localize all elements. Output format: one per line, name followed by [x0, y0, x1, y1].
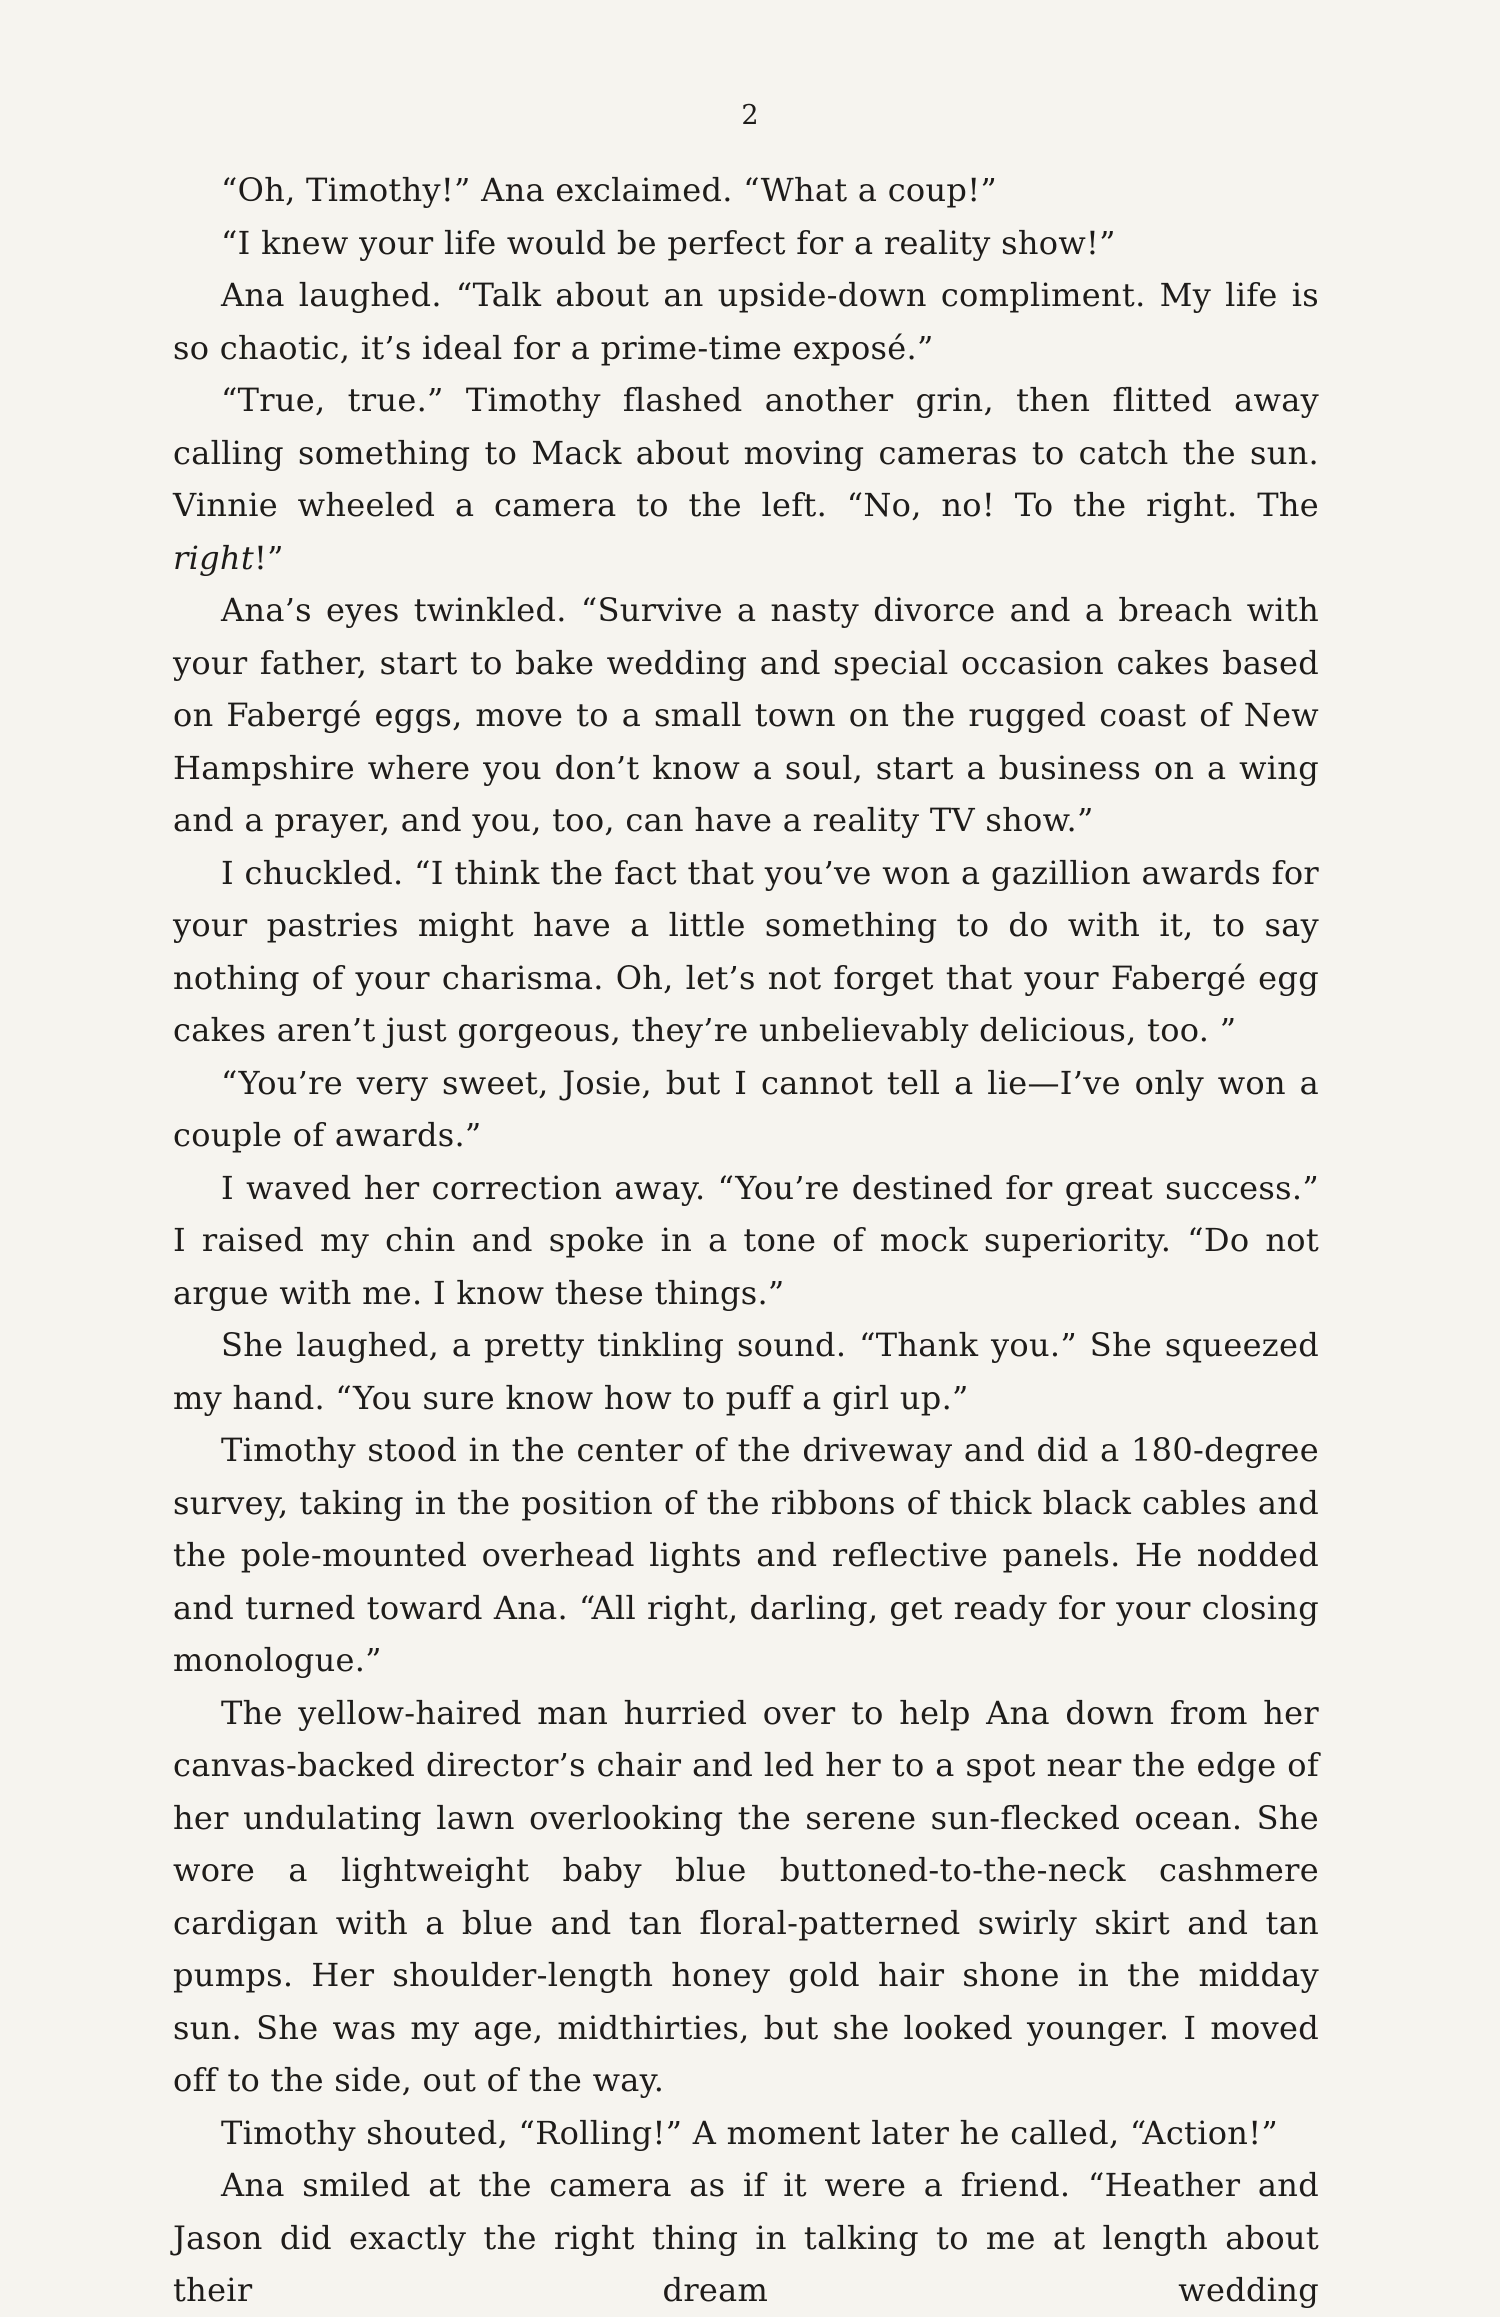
- paragraph-text: “True, true.” Timothy flashed another grin, then flitted away calling something to Mack about moving cameras to catch the sun. Vinnie wheeled a camera to the left. “No, no! To the right. The: [173, 381, 1319, 524]
- paragraph: “Oh, Timothy!” Ana exclaimed. “What a coup!”: [221, 171, 998, 209]
- paragraph-text-tail: !”: [253, 538, 284, 577]
- paragraph: “I knew your life would be perfect for a reality show!”: [221, 223, 1116, 262]
- paragraph: I chuckled. “I think the fact that you’ve won a gazillion awards for your pastries might have a little something to do with it, to say nothing of your charisma. Oh, let’s not forget that your Fabergé egg cakes aren’t just gorgeous, they’re unbelievably delicious, too. ”: [173, 853, 1319, 1049]
- paragraph: Ana laughed. “Talk about an upside-down compliment. My life is so chaotic, it’s ideal for a prime-time exposé.”: [173, 276, 1319, 367]
- paragraph: Ana smiled at the camera as if it were a friend. “Heather and Jason did exactly the right thing in talking to me at length about their dream wedding: [173, 2166, 1319, 2309]
- body-text: [173, 164, 1319, 2317]
- page-number: 2: [741, 100, 759, 131]
- paragraph: Ana’s eyes twinkled. “Survive a nasty divorce and a breach with your father, start to bake wedding and special occasion cakes based on Fabergé eggs, move to a small town on the rugged coast of New Hampshire where you don’t know a soul, start a business on a wing and a prayer, and you, too, can have a reality TV show.”: [173, 591, 1319, 839]
- paragraph: Timothy shouted, “Rolling!” A moment later he called, “Action!”: [221, 2113, 1279, 2152]
- paragraph: [173, 374, 1319, 584]
- paragraph: She laughed, a pretty tinkling sound. “Thank you.” She squeezed my hand. “You sure know how to puff a girl up.”: [173, 1326, 1319, 1417]
- paragraph: “You’re very sweet, Josie, but I cannot tell a lie—I’ve only won a couple of awards.”: [173, 1063, 1319, 1154]
- emphasis-text: right: [173, 538, 254, 577]
- paragraph: Timothy stood in the center of the driveway and did a 180-degree survey, taking in the position of the ribbons of thick black cables and the pole-mounted overhead lights and reflective panels. He nodded and turned toward Ana. “All right, darling, get ready for your closing monologue.”: [173, 1431, 1319, 1679]
- paragraph: The yellow-haired man hurried over to help Ana down from her canvas-backed director’s chair and led her to a spot near the edge of her undulating lawn overlooking the serene sun-flecked ocean. She wore a lightweight baby blue buttoned-to-the-neck cashmere cardigan with a blue and tan floral-patterned swirly skirt and tan pumps. Her shoulder-length honey gold hair shone in the midday sun. She was my age, midthirties, but she looked younger. I moved off to the side, out of the way.: [173, 1693, 1319, 2099]
- paragraph: I waved her correction away. “You’re destined for great success.” I raised my chin and spoke in a tone of mock superiority. “Do not argue with me. I know these things.”: [173, 1168, 1319, 1312]
